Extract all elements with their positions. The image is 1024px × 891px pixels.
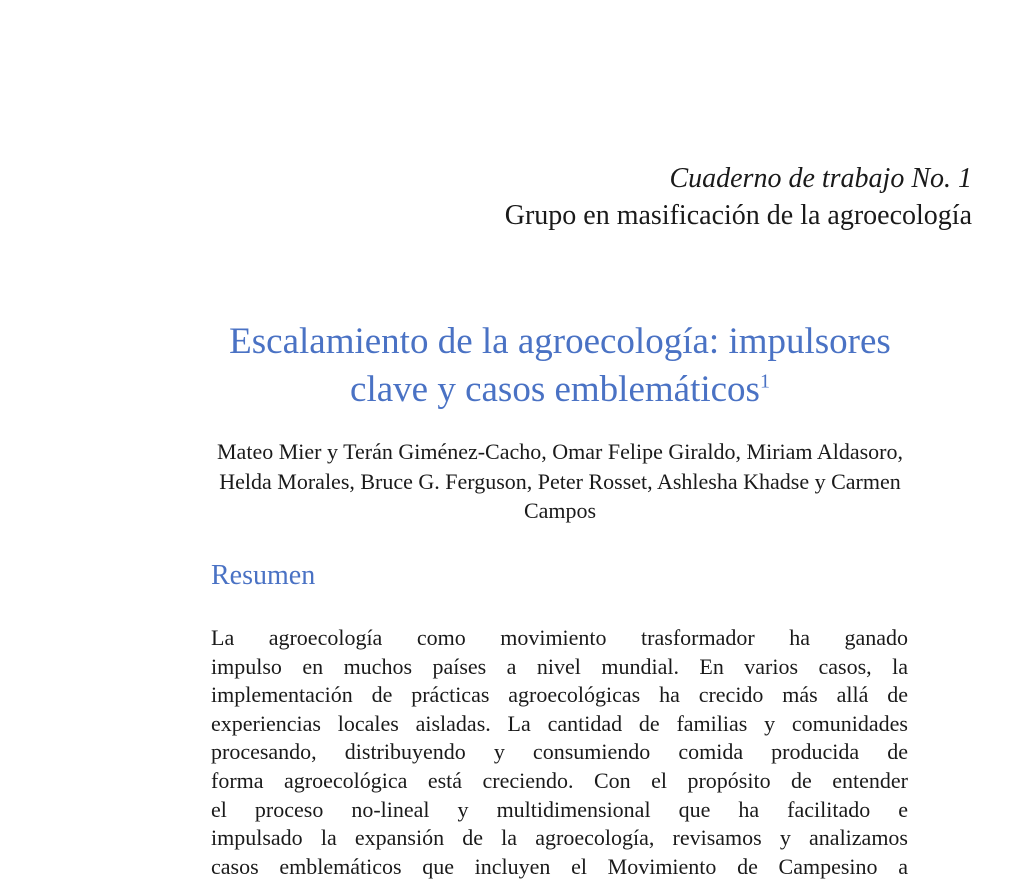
document-title-line-1: Escalamiento de la agroecología: impulsores xyxy=(229,321,891,362)
series-subtitle: Grupo en masificación de la agroecología xyxy=(504,200,972,231)
abstract-body xyxy=(211,624,908,881)
abstract-line: impulso en muchos países a nivel mundial. En varios casos, la xyxy=(211,653,908,679)
abstract-line: procesando, distribuyendo y consumiendo comida producida de xyxy=(211,739,908,765)
abstract-line: forma agroecológica está creciendo. Con el propósito de entender xyxy=(211,767,908,793)
series-title: Cuaderno de trabajo No. 1 xyxy=(669,163,972,194)
document-title-line-2 xyxy=(160,366,960,414)
document-title-line-2-text: clave y casos emblemáticos xyxy=(350,369,760,410)
abstract-line: impulsado la expansión de la agroecología, revisamos y analizamos xyxy=(211,825,908,851)
authors-line-3: Campos xyxy=(523,498,597,523)
abstract-line: implementación de prácticas agroecológicas ha crecido más allá de xyxy=(211,682,908,708)
footnote-marker[interactable]: 1 xyxy=(759,370,770,393)
abstract-line: La agroecología como movimiento trasformador ha ganado xyxy=(211,625,908,650)
authors-line-2: Helda Morales, Bruce G. Ferguson, Peter Rosset, Ashlesha Khadse y Carmen xyxy=(219,468,901,494)
author-list xyxy=(160,437,960,526)
series-header xyxy=(505,160,972,234)
abstract-line: casos emblemáticos que incluyen el Movimiento de Campesino a xyxy=(211,853,908,879)
authors-line-1: Mateo Mier y Terán Giménez-Cacho, Omar Felipe Giraldo, Miriam Aldasoro, xyxy=(217,439,903,464)
abstract-line: el proceso no-lineal y multidimensional que ha facilitado e xyxy=(211,796,908,822)
abstract-line: experiencias locales aisladas. La cantidad de familias y comunidades xyxy=(211,710,908,736)
document-title xyxy=(160,318,960,414)
abstract-heading: Resumen xyxy=(211,560,316,591)
